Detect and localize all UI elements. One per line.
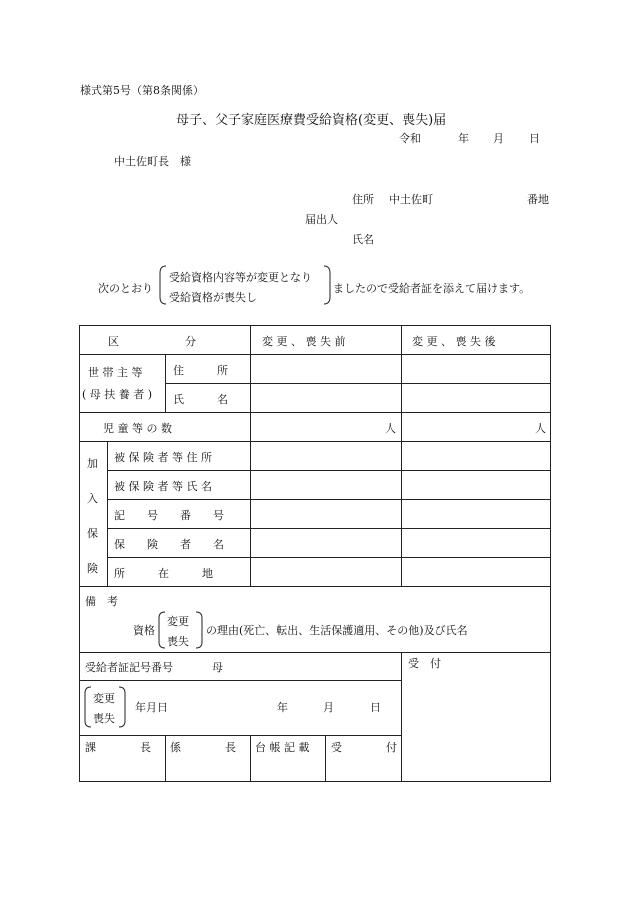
date-right-brace-icon — [118, 686, 126, 728]
row-name-label: 氏 名 — [173, 393, 228, 406]
insurance-char-3: 保 — [87, 527, 98, 540]
ymd-day: 日 — [370, 701, 381, 714]
ymd-month: 月 — [323, 701, 334, 714]
address-suffix: 番地 — [527, 193, 549, 206]
date-era: 令和 — [399, 132, 421, 145]
right-brace-icon — [322, 265, 332, 305]
after-address-field[interactable] — [403, 356, 549, 382]
addressee: 中土佐町長 様 — [114, 155, 191, 168]
insurer-label: 保 険 者 名 — [114, 538, 224, 551]
ymd-year: 年 — [277, 701, 288, 714]
ledger-label: 台 帳 記 載 — [255, 741, 310, 754]
received-label: 受 付 — [331, 741, 397, 754]
before-name-field[interactable] — [252, 385, 400, 411]
insured-name-label: 被 保 険 者 等 氏 名 — [114, 480, 212, 493]
change-label: 変更 — [93, 692, 115, 705]
statement-suffix: ましたので受給者証を添えて届けます。 — [333, 282, 531, 295]
remarks-label: 備 考 — [85, 595, 118, 608]
statement-prefix: 次のとおり — [98, 282, 153, 295]
householder-label: 世 帯 主 等 — [88, 366, 143, 379]
header-after: 変 更 、 喪 失 後 — [412, 335, 496, 348]
loss-label: 喪失 — [93, 712, 115, 725]
mother-label: 母 — [212, 661, 223, 674]
date-left-brace-icon — [84, 686, 92, 728]
cert-number-label: 受給者証記号番号 — [85, 661, 173, 674]
remarks-qualification: 資格 — [133, 624, 155, 637]
remarks-change: 変更 — [167, 615, 189, 628]
insurance-char-2: 入 — [87, 492, 98, 505]
remarks-loss: 喪失 — [167, 635, 189, 648]
row-address-label: 住 所 — [173, 364, 228, 377]
reception-label: 受 付 — [408, 657, 441, 670]
header-before: 変 更 、 喪 失 前 — [262, 335, 346, 348]
section-chief-label: 課 長 — [85, 741, 151, 754]
date-day: 日 — [529, 132, 540, 145]
before-address-field[interactable] — [252, 356, 400, 382]
name-label: 氏名 — [352, 233, 374, 246]
ymd-label: 年月日 — [135, 701, 168, 714]
date-month: 月 — [493, 132, 504, 145]
form-number: 様式第5号（第8条関係） — [80, 84, 204, 97]
header-category: 区 分 — [108, 335, 196, 348]
before-person-unit: 人 — [385, 422, 396, 435]
remarks-left-brace-icon — [158, 611, 166, 649]
subsection-chief-label: 係 長 — [170, 741, 236, 754]
after-name-field[interactable] — [403, 385, 549, 411]
address-town: 中土佐町 — [389, 193, 433, 206]
page-title: 母子、父子家庭医療費受給資格(変更、喪失)届 — [176, 113, 447, 128]
remarks-right-brace-icon — [195, 611, 203, 649]
insurance-char-1: 加 — [87, 457, 98, 470]
notifier-label: 届出人 — [305, 213, 338, 226]
address-label: 住所 — [352, 193, 374, 206]
after-person-unit: 人 — [535, 422, 546, 435]
statement-option-change: 受給資格内容等が変更となり — [169, 271, 312, 284]
symbol-number-label: 記 号 番 号 — [114, 509, 224, 522]
remarks-reason: の理由(死亡、転出、生活保護適用、その他)及び氏名 — [206, 624, 468, 637]
statement-option-loss: 受給資格が喪失し — [169, 291, 257, 304]
left-brace-icon — [158, 265, 168, 305]
date-year: 年 — [458, 132, 469, 145]
insured-address-label: 被 保 険 者 等 住 所 — [114, 451, 212, 464]
children-count-label: 児 童 等 の 数 — [103, 422, 172, 435]
householder-sublabel: ( 母 扶 養 者 ) — [82, 388, 153, 401]
location-label: 所 在 地 — [114, 567, 213, 580]
insurance-char-4: 険 — [87, 562, 98, 575]
